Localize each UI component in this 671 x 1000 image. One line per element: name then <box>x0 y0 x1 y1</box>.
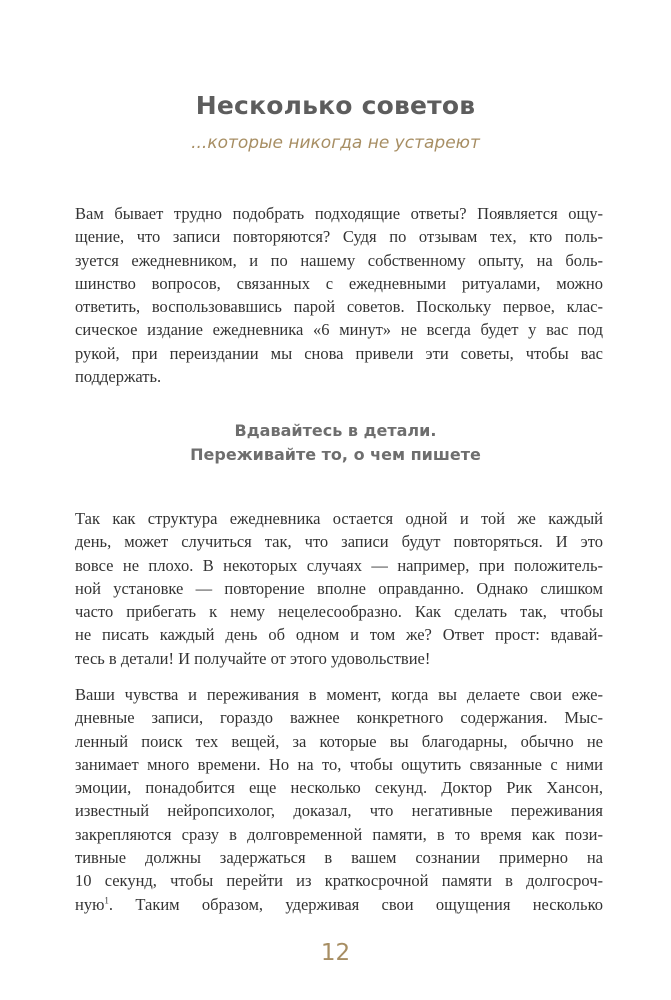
text-line: шинство вопросов, связанных с ежедневными ритуалами, можно <box>75 273 603 293</box>
text-line: эмоции, понадобится еще несколько секунд. Доктор Рик Хансон, <box>75 778 603 798</box>
intro-paragraph <box>75 202 603 388</box>
text-line: не писать каждый день об одном и том же? Ответ прост: вдавай- <box>75 625 603 645</box>
text-line: тесь в детали! И получайте от этого удовольствие! <box>75 648 431 668</box>
text-line: часто прибегать к нему нецелесообразно. Как сделать так, чтобы <box>75 602 603 622</box>
page-subtitle: ...которые никогда не устареют <box>191 133 480 153</box>
text-line: щение, что записи повторяются? Судя по отзывам тех, кто поль- <box>75 227 603 247</box>
text-line: Ваши чувства и переживания в момент, когда вы делаете свои еже- <box>75 685 603 704</box>
section-heading <box>0 419 671 467</box>
text-line: Так как структура ежедневника остается одной и той же каждый <box>75 509 603 528</box>
text-line: ленный поиск тех вещей, за которые вы благодарны, обычно не <box>75 731 603 751</box>
footnote-reference[interactable]: 1 <box>104 895 109 906</box>
text-line: ной установке — повторение вполне оправданно. Однако слишком <box>75 578 603 598</box>
text-fragment: ную <box>75 894 105 914</box>
text-fragment: . Таким образом, удерживая свои ощущения несколько <box>108 894 603 914</box>
section-heading-line: Вдавайтесь в детали. <box>234 421 437 440</box>
text-line: поддержать. <box>75 367 162 387</box>
text-line: дневные записи, гораздо важнее конкретного содержания. Мыс- <box>75 708 603 728</box>
text-line: занимает много времени. Но на то, чтобы ощутить связанные с ними <box>75 754 603 774</box>
text-line: вовсе не плохо. В некоторых случаях — например, при положитель- <box>75 555 603 575</box>
text-line: Вам бывает трудно подобрать подходящие ответы? Появляется ощу- <box>75 204 603 223</box>
text-line-with-footnote <box>75 893 603 916</box>
text-line: известный нейропсихолог, доказал, что негативные переживания <box>75 801 603 821</box>
text-line: закрепляются сразу в долговременной памяти, в то время как пози- <box>75 824 603 844</box>
text-line: сическое издание ежедневника «6 минут» не всегда будет у вас под <box>75 320 603 340</box>
section-heading-line: Переживайте то, о чем пишете <box>190 445 481 464</box>
text-line: тивные должны задержаться в вашем сознании примерно на <box>75 848 603 868</box>
text-line: день, может случиться так, что записи будут повторяться. И это <box>75 532 603 552</box>
page-number: 12 <box>320 940 351 966</box>
text-line: 10 секунд, чтобы перейти из краткосрочной памяти в долгосроч- <box>75 871 603 891</box>
details-paragraph <box>75 507 603 670</box>
feelings-paragraph <box>75 683 603 916</box>
text-line: рукой, при переиздании мы снова привели эти советы, чтобы вас <box>75 343 603 363</box>
page-title: Несколько советов <box>195 91 476 120</box>
text-line: зуется ежедневником, и по нашему собственному опыту, на боль- <box>75 250 603 270</box>
text-line: ответить, воспользовавшись парой советов. Поскольку первое, клас- <box>75 297 603 317</box>
